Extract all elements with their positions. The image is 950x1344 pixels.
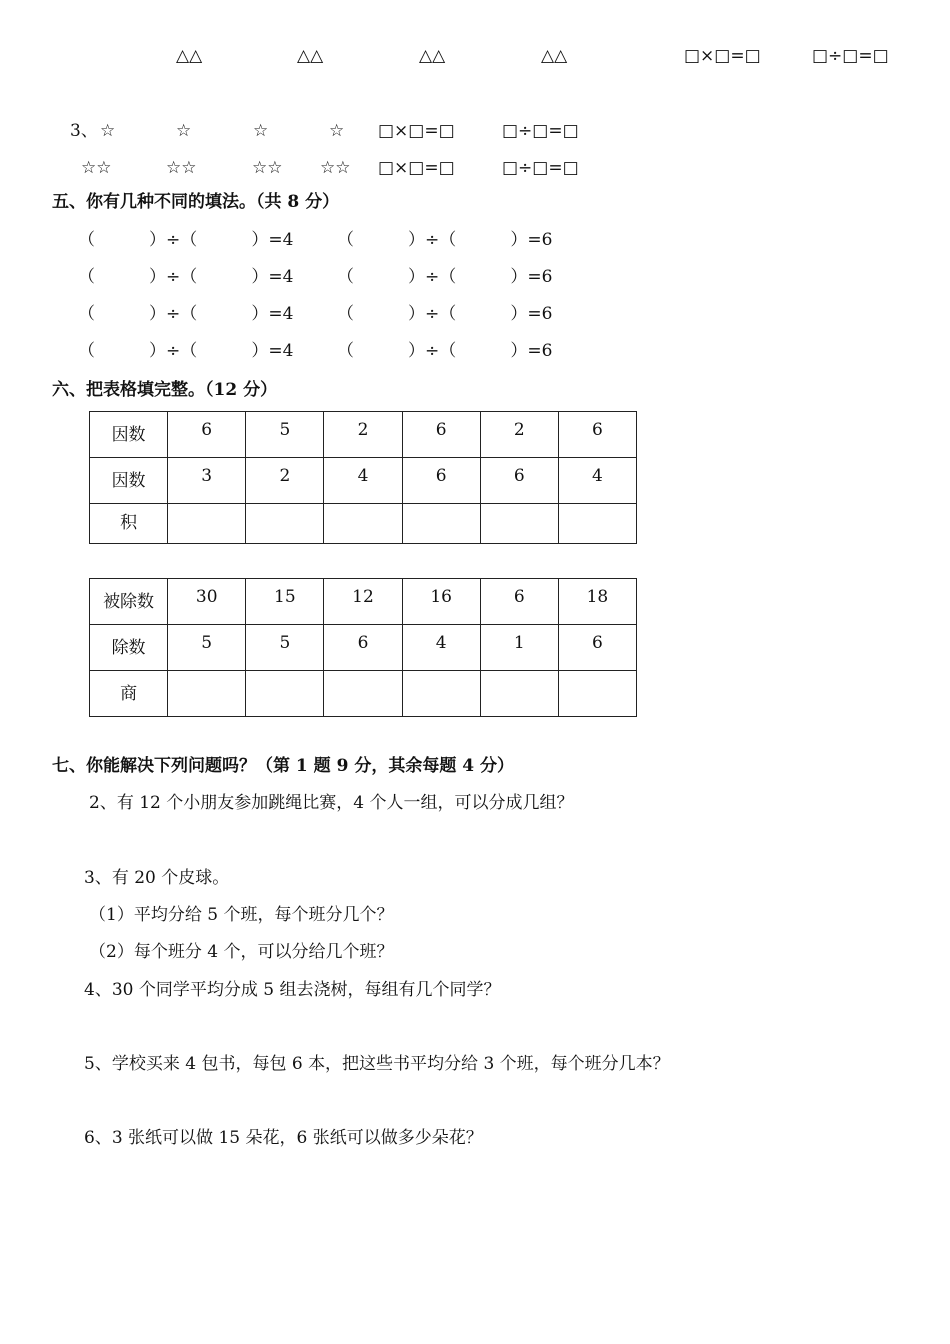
table-cell: 1 bbox=[480, 625, 558, 671]
triangle-group: △△ bbox=[297, 46, 324, 66]
answer-cell[interactable] bbox=[246, 504, 324, 544]
table-row bbox=[90, 671, 637, 717]
answer-cell[interactable] bbox=[402, 504, 480, 544]
answer-cell[interactable] bbox=[168, 671, 246, 717]
fill-blank-row-right[interactable]: （ ）÷（ ）=6 bbox=[337, 230, 553, 250]
table-cell: 6 bbox=[480, 579, 558, 625]
mult-blank-equation[interactable]: □×□=□ bbox=[684, 46, 761, 66]
div-blank-equation[interactable]: □÷□=□ bbox=[502, 121, 579, 141]
table-cell: 6 bbox=[558, 625, 636, 671]
answer-cell[interactable] bbox=[558, 504, 636, 544]
factor-product-table bbox=[89, 411, 637, 544]
star-pair-icon: ☆☆ bbox=[166, 158, 197, 178]
table-row bbox=[90, 579, 637, 625]
word-problem-3-part-2: （2）每个班分 4 个，可以分给几个班？ bbox=[89, 942, 394, 962]
triangle-group: △△ bbox=[419, 46, 446, 66]
fill-blank-row-right[interactable]: （ ）÷（ ）=6 bbox=[337, 341, 553, 361]
fill-blank-row-left[interactable]: （ ）÷（ ）=4 bbox=[78, 341, 294, 361]
fill-blank-row-left[interactable]: （ ）÷（ ）=4 bbox=[78, 230, 294, 250]
word-problem-2: 2、有 12 个小朋友参加跳绳比赛，4 个人一组，可以分成几组？ bbox=[89, 793, 574, 813]
answer-cell[interactable] bbox=[246, 671, 324, 717]
table-cell: 5 bbox=[246, 412, 324, 458]
table-cell: 4 bbox=[402, 625, 480, 671]
triangle-group: △△ bbox=[541, 46, 568, 66]
row-header: 积 bbox=[90, 504, 168, 544]
question-number: 3、 bbox=[70, 121, 98, 141]
table-cell: 30 bbox=[168, 579, 246, 625]
table-cell: 6 bbox=[402, 458, 480, 504]
table-row bbox=[90, 458, 637, 504]
fill-blank-row-left[interactable]: （ ）÷（ ）=4 bbox=[78, 304, 294, 324]
word-problem-3-part-1: （1）平均分给 5 个班，每个班分几个？ bbox=[89, 905, 394, 925]
table-cell: 4 bbox=[558, 458, 636, 504]
section-6-title: 六、把表格填完整。（12 分） bbox=[52, 380, 278, 400]
table-cell: 2 bbox=[246, 458, 324, 504]
mult-blank-equation[interactable]: □×□=□ bbox=[378, 158, 455, 178]
fill-blank-row-right[interactable]: （ ）÷（ ）=6 bbox=[337, 267, 553, 287]
table-cell: 6 bbox=[480, 458, 558, 504]
table-cell: 5 bbox=[246, 625, 324, 671]
table-cell: 6 bbox=[168, 412, 246, 458]
table-cell: 16 bbox=[402, 579, 480, 625]
table-cell: 6 bbox=[402, 412, 480, 458]
fill-blank-row-right[interactable]: （ ）÷（ ）=6 bbox=[337, 304, 553, 324]
star-pair-icon: ☆☆ bbox=[320, 158, 351, 178]
table-cell: 12 bbox=[324, 579, 402, 625]
div-blank-equation[interactable]: □÷□=□ bbox=[502, 158, 579, 178]
word-problem-3: 3、有 20 个皮球。 bbox=[84, 868, 230, 888]
answer-cell[interactable] bbox=[168, 504, 246, 544]
word-problem-5: 5、学校买来 4 包书，每包 6 本，把这些书平均分给 3 个班，每个班分几本？ bbox=[84, 1054, 670, 1074]
table-cell: 15 bbox=[246, 579, 324, 625]
star-icon: ☆ bbox=[329, 121, 345, 141]
mult-blank-equation[interactable]: □×□=□ bbox=[378, 121, 455, 141]
row-header: 商 bbox=[90, 671, 168, 717]
table-cell: 2 bbox=[324, 412, 402, 458]
table-cell: 3 bbox=[168, 458, 246, 504]
table-cell: 6 bbox=[558, 412, 636, 458]
row-header: 被除数 bbox=[90, 579, 168, 625]
answer-cell[interactable] bbox=[480, 504, 558, 544]
star-icon: ☆ bbox=[176, 121, 192, 141]
table-cell: 6 bbox=[324, 625, 402, 671]
section-5-title: 五、你有几种不同的填法。（共 8 分） bbox=[52, 192, 340, 212]
star-pair-icon: ☆☆ bbox=[81, 158, 112, 178]
table-cell: 2 bbox=[480, 412, 558, 458]
table-cell: 5 bbox=[168, 625, 246, 671]
triangle-group: △△ bbox=[176, 46, 203, 66]
table-cell: 4 bbox=[324, 458, 402, 504]
row-header: 除数 bbox=[90, 625, 168, 671]
answer-cell[interactable] bbox=[324, 671, 402, 717]
table-cell: 18 bbox=[558, 579, 636, 625]
table-row bbox=[90, 412, 637, 458]
word-problem-6: 6、3 张纸可以做 15 朵花，6 张纸可以做多少朵花？ bbox=[84, 1128, 483, 1148]
word-problem-4: 4、30 个同学平均分成 5 组去浇树，每组有几个同学？ bbox=[84, 980, 501, 1000]
answer-cell[interactable] bbox=[558, 671, 636, 717]
division-table bbox=[89, 578, 637, 717]
fill-blank-row-left[interactable]: （ ）÷（ ）=4 bbox=[78, 267, 294, 287]
star-icon: ☆ bbox=[253, 121, 269, 141]
answer-cell[interactable] bbox=[402, 671, 480, 717]
row-header: 因数 bbox=[90, 412, 168, 458]
star-pair-icon: ☆☆ bbox=[252, 158, 283, 178]
row-header: 因数 bbox=[90, 458, 168, 504]
section-7-title: 七、你能解决下列问题吗？（第 1 题 9 分，其余每题 4 分） bbox=[52, 756, 514, 776]
answer-cell[interactable] bbox=[480, 671, 558, 717]
table-row bbox=[90, 625, 637, 671]
answer-cell[interactable] bbox=[324, 504, 402, 544]
table-row bbox=[90, 504, 637, 544]
div-blank-equation[interactable]: □÷□=□ bbox=[812, 46, 889, 66]
star-icon: ☆ bbox=[100, 121, 116, 141]
